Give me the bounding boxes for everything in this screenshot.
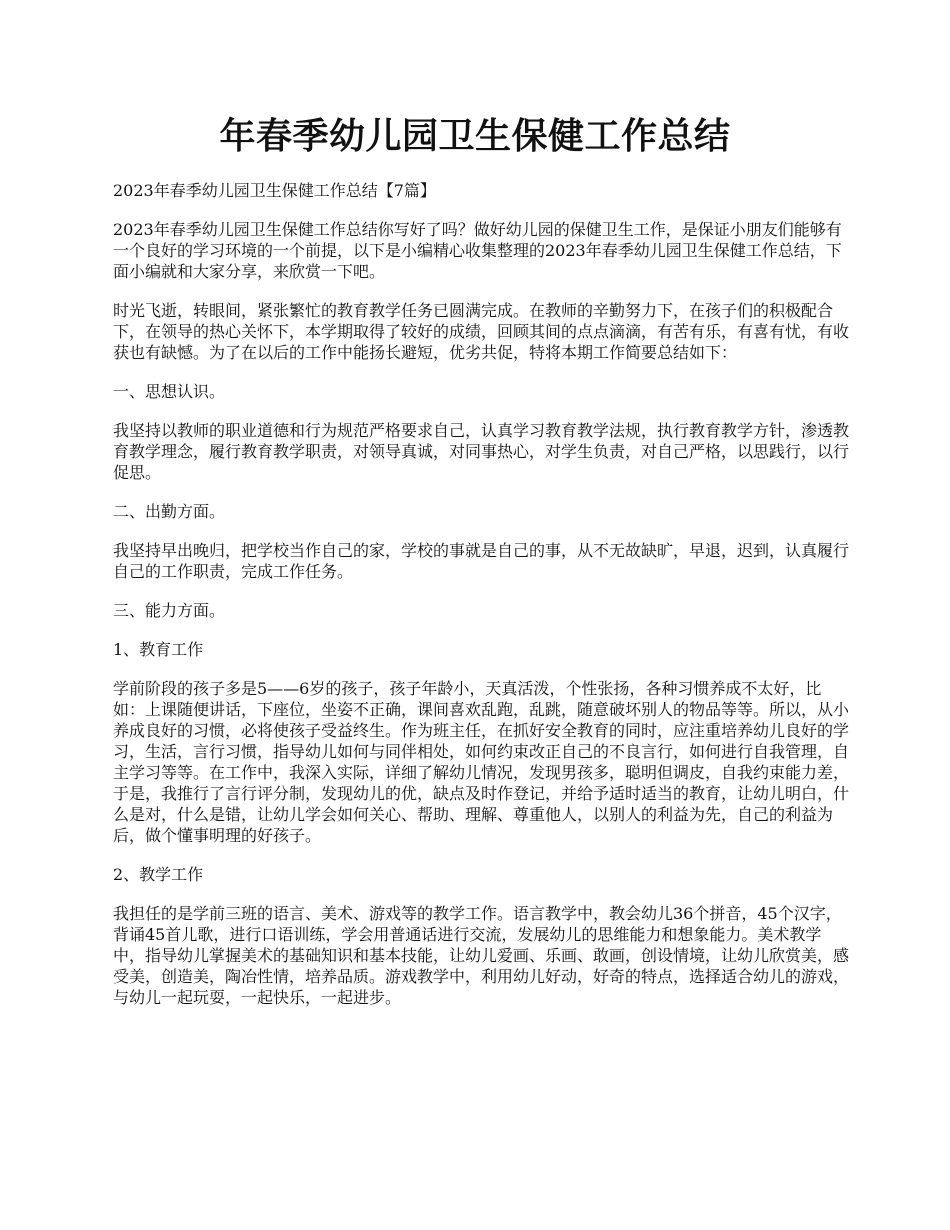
teaching-paragraph: 我担任的是学前三班的语言、美术、游戏等的教学工作。语言教学中，教会幼儿36个拼音，45个汉字，背诵45首儿歌，进行口语训练，学会用普通话进行交流，发展幼儿的思维能力和想象能力。美术教学中，指导幼儿掌握美术的基础知识和基本技能，让幼儿爱画、乐画、敢画，创设情境，让幼儿欣赏美，感受美，创造美，陶冶性情，培养品质。游戏教学中，利用幼儿好动，好奇的特点，选择适合幼儿的游戏，与幼儿一起玩耍，一起快乐，一起进步。 [113, 904, 850, 1007]
document-subtitle: 2023年春季幼儿园卫生保健工作总结【7篇】 [113, 181, 436, 200]
subsection-heading-teaching: 2、教学工作 [113, 865, 204, 884]
intro-paragraph: 2023年春季幼儿园卫生保健工作总结你写好了吗？做好幼儿园的保健卫生工作，是保证小朋友们能够有一个良好的学习环境的一个前提，以下是小编精心收集整理的2023年春季幼儿园卫生保健工作总结，下面小编就和大家分享，来欣赏一下吧。 [113, 220, 842, 281]
section-heading-attendance: 二、出勤方面。 [113, 502, 226, 521]
subsection-heading-education: 1、教育工作 [113, 640, 204, 659]
opening-paragraph: 时光飞逝，转眼间，紧张繁忙的教育教学任务已圆满完成。在教师的辛勤努力下，在孩子们的积极配合下，在领导的热心关怀下，本学期取得了较好的成绩，回顾其间的点点滴滴，有苦有乐，有喜有忧，有收获也有缺憾。为了在以后的工作中能扬长避短，优劣共促，特将本期工作简要总结如下： [113, 301, 850, 362]
thought-paragraph: 我坚持以教师的职业道德和行为规范严格要求自己，认真学习教育教学法规，执行教育教学方针，渗透教育教学理念，履行教育教学职责，对领导真诚，对同事热心，对学生负责，对自己严格，以思践行，以行促思。 [113, 421, 850, 482]
section-heading-thought: 一、思想认识。 [113, 382, 226, 401]
document-title: 年春季幼儿园卫生保健工作总结 [219, 115, 731, 157]
attendance-paragraph: 我坚持早出晚归，把学校当作自己的家，学校的事就是自己的事，从不无故缺旷，早退，迟到，认真履行自己的工作职责，完成工作任务。 [113, 541, 850, 581]
education-paragraph: 学前阶段的孩子多是5——6岁的孩子，孩子年龄小，天真活泼，个性张扬，各种习惯养成不太好，比如：上课随便讲话，下座位，坐姿不正确，课间喜欢乱跑，乱跳，随意破坏别人的物品等等。所以，从小养成良好的习惯，必将使孩子受益终生。作为班主任，在抓好安全教育的同时，应注重培养幼儿良好的学习，生活，言行习惯，指导幼儿如何与同伴相处，如何约束改正自己的不良言行，如何进行自我管理，自主学习等等。在工作中，我深入实际，详细了解幼儿情况，发现男孩多，聪明但调皮，自我约束能力差，于是，我推行了言行评分制，发现幼儿的优，缺点及时作登记，并给予适时适当的教育，让幼儿明白，什么是对，什么是错，让幼儿学会如何关心、帮助、理解、尊重他人，以别人的利益为先，自己的利益为后，做个懂事明理的好孩子。 [113, 679, 850, 845]
document-body [113, 180, 853, 1026]
section-heading-ability: 三、能力方面。 [113, 601, 226, 620]
